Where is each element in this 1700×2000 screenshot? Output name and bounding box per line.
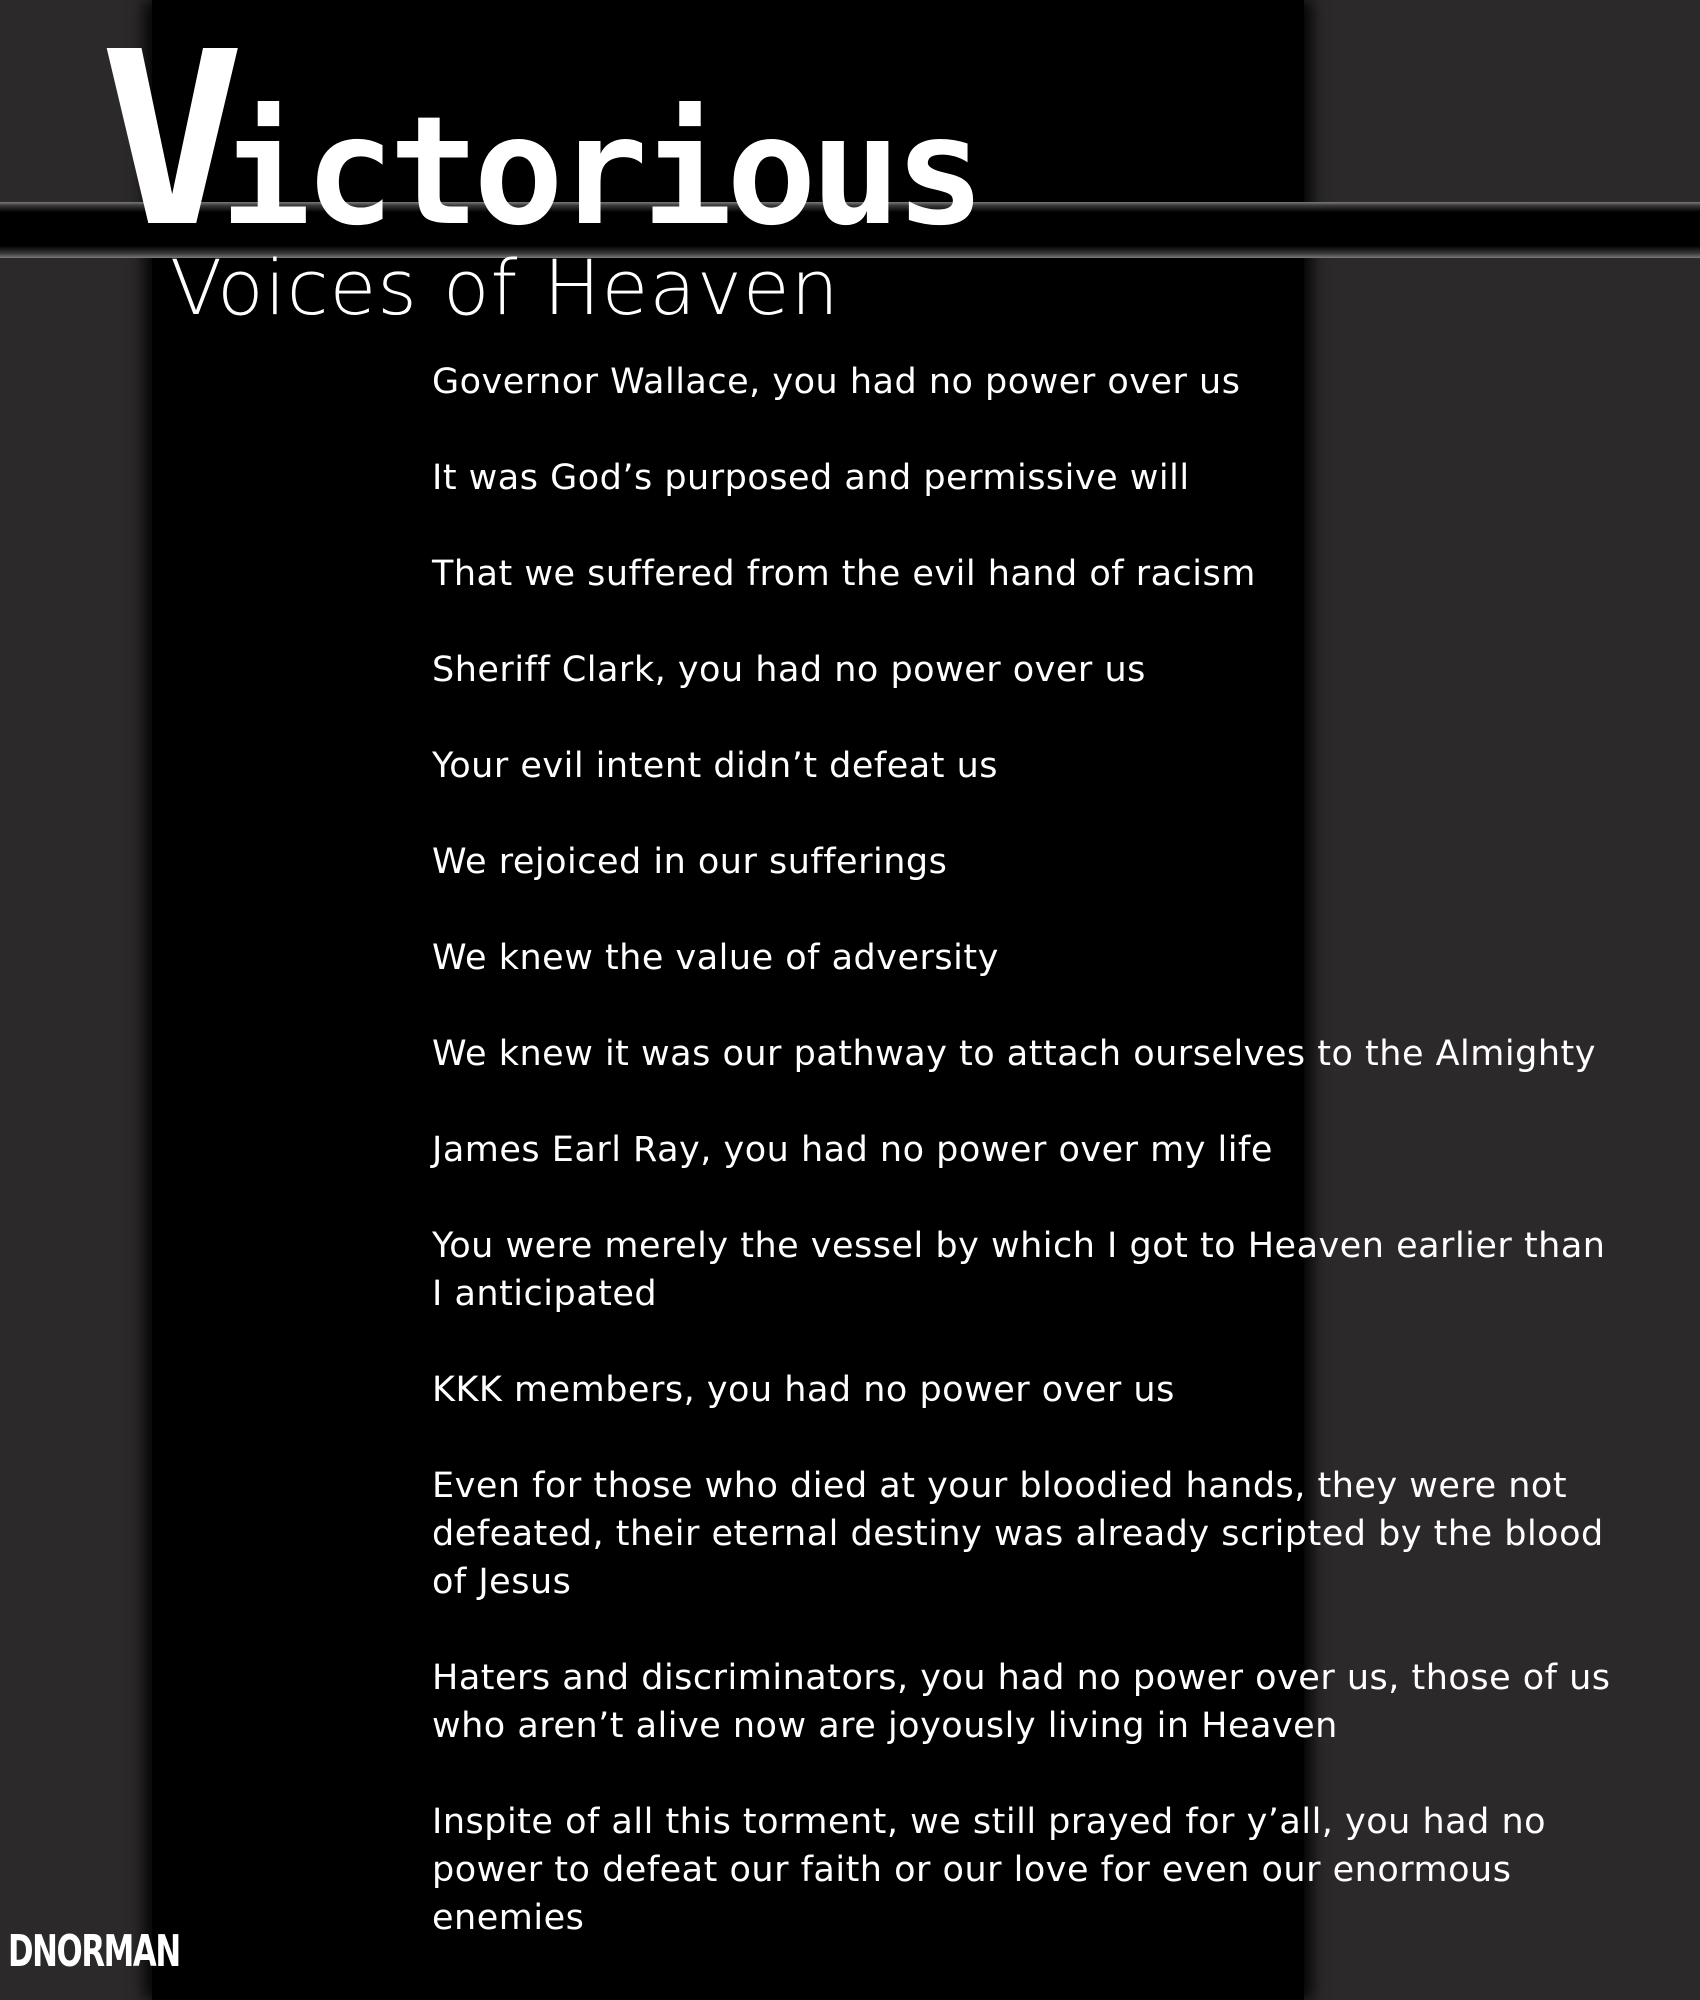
poem-line: We rejoiced in our sufferings bbox=[432, 842, 948, 882]
poem-line: We knew the value of adversity bbox=[432, 938, 999, 978]
poster-title bbox=[100, 0, 980, 280]
title-initial: V bbox=[100, 0, 239, 280]
poem-line: Inspite of all this torment, we still prayed for y’all, you had no power to defeat our faith or our love for even our enormous enemies bbox=[432, 1802, 1547, 1938]
poem-line: Even for those who died at your bloodied hands, they were not defeated, their eternal destiny was already scripted by the blood of Jesus bbox=[432, 1466, 1604, 1602]
poem-line: James Earl Ray, you had no power over my life bbox=[432, 1130, 1273, 1170]
poem-line: You were merely the vessel by which I got to Heaven earlier than I anticipated bbox=[432, 1226, 1606, 1314]
poem-line: Governor Wallace, you had no power over us bbox=[432, 362, 1241, 402]
poem-line: Your evil intent didn’t defeat us bbox=[432, 746, 998, 786]
poem-body bbox=[432, 358, 1622, 1990]
poem-line: It was God’s purposed and permissive will bbox=[432, 458, 1190, 498]
title-rest: ictorious bbox=[220, 85, 980, 259]
artist-signature: DNORMAN bbox=[8, 1926, 180, 1977]
poem-line: Haters and discriminators, you had no power over us, those of us who aren’t alive now are joyously living in Heaven bbox=[432, 1658, 1611, 1746]
poem-line: That we suffered from the evil hand of racism bbox=[432, 554, 1256, 594]
poem-line: KKK members, you had no power over us bbox=[432, 1370, 1175, 1410]
poem-line: Sheriff Clark, you had no power over us bbox=[432, 650, 1146, 690]
poem-line: We knew it was our pathway to attach ourselves to the Almighty bbox=[432, 1034, 1596, 1074]
poster-subtitle: Voices of Heaven bbox=[170, 243, 840, 332]
